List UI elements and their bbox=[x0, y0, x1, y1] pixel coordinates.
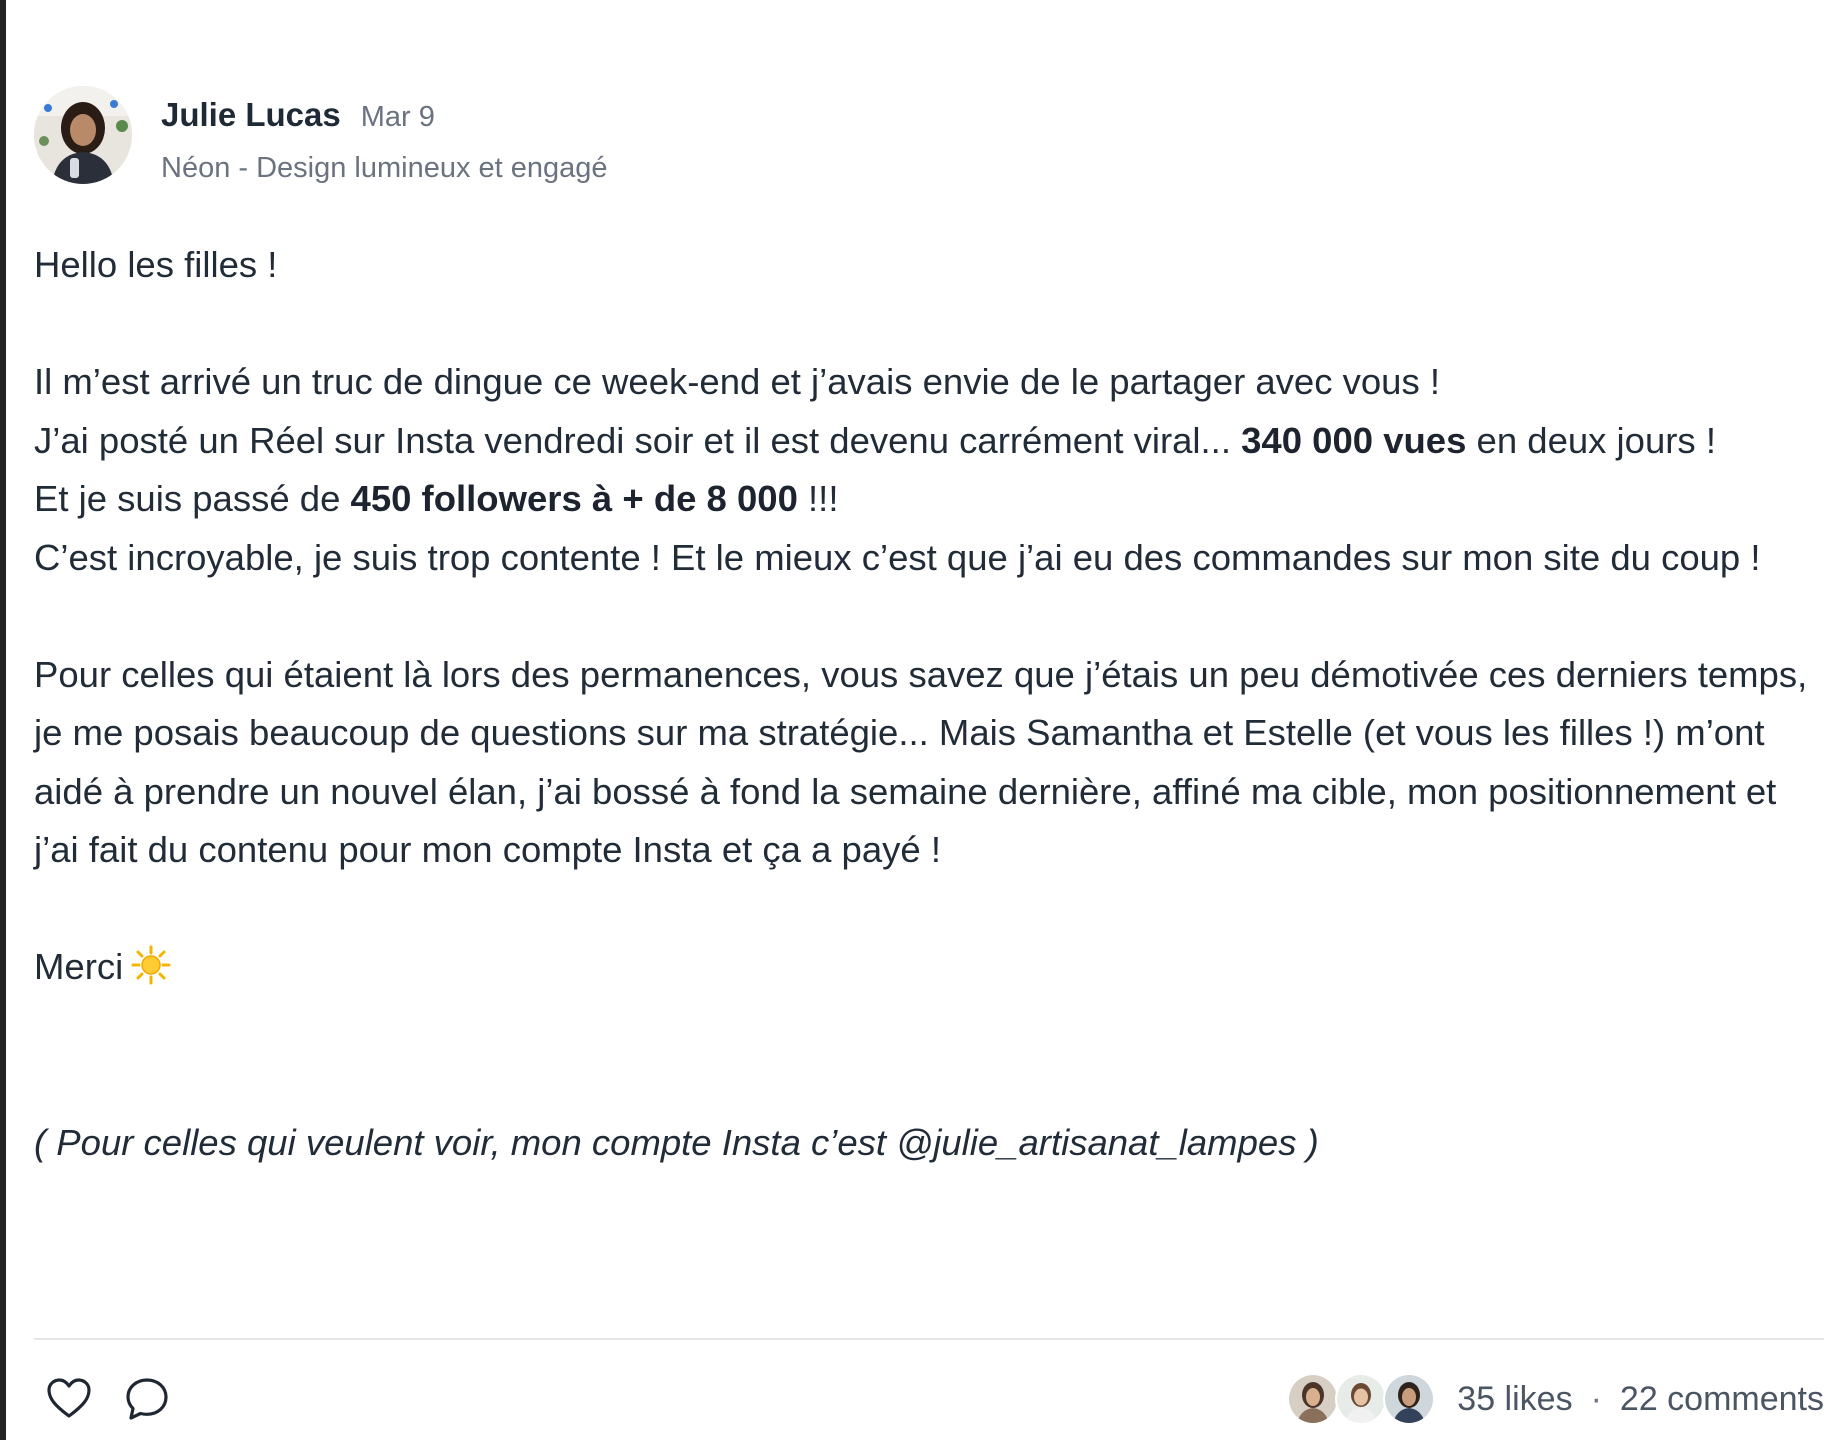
body-line-2 bbox=[34, 412, 1824, 471]
comments-count[interactable]: 22 comments bbox=[1619, 1379, 1824, 1418]
body-line-3-end: !!! bbox=[797, 478, 839, 519]
body-line-1: Il m’est arrivé un truc de dingue ce week-end et j’avais envie de le partager avec vous ! bbox=[34, 361, 1440, 402]
space-name[interactable]: Néon - Design lumineux et engagé bbox=[161, 152, 608, 184]
thanks-text: Merci bbox=[34, 946, 124, 987]
liker-avatar bbox=[1287, 1373, 1339, 1425]
stats-separator: · bbox=[1590, 1379, 1602, 1418]
thanks-line bbox=[34, 938, 1824, 997]
body-line-2-start: J’ai posté un Réel sur Insta vendredi soir et il est devenu carrément viral... bbox=[34, 419, 1242, 461]
post-footer bbox=[34, 1370, 1824, 1430]
body-line-3 bbox=[34, 470, 1824, 529]
author-row bbox=[161, 96, 435, 134]
body-line-2-end: en deux jours ! bbox=[1466, 419, 1716, 461]
body-line-4: C’est incroyable, je suis trop contente ! Et le mieux c’est que j’ai eu des commandes sur mon site du coup ! bbox=[34, 536, 1761, 578]
post-header bbox=[34, 86, 1034, 196]
liker-avatar bbox=[1383, 1373, 1435, 1425]
author-name[interactable]: Julie Lucas bbox=[161, 96, 341, 133]
heart-icon[interactable] bbox=[44, 1374, 94, 1424]
footnote-text: ( Pour celles qui veulent voir, mon compte Insta c’est @julie_artisanat_lampes ) bbox=[34, 1121, 1319, 1163]
body-paragraph-2: Pour celles qui étaient là lors des permanences, vous savez que j’étais un peu démotivée ces derniers temps, je me posais beaucoup de questions sur ma stratégie... Mais Samantha et Estelle (et vous les filles !) m’ont aidé à prendre un nouvel élan, j’ai bossé à fond la semaine dernière, affiné ma cible, mon positionnement et j’ai fait du contenu pour mon compte Insta et ça a payé ! bbox=[34, 653, 1808, 870]
views-highlight: 340 000 vues bbox=[1241, 419, 1467, 461]
greeting-text: Hello les filles ! bbox=[34, 244, 278, 285]
post-date[interactable]: Mar 9 bbox=[360, 101, 435, 133]
liker-avatar bbox=[1335, 1373, 1387, 1425]
comment-bubble-icon[interactable] bbox=[122, 1374, 172, 1424]
sun-icon bbox=[131, 944, 171, 984]
window-left-edge bbox=[0, 0, 6, 1440]
followers-highlight: 450 followers à + de 8 000 bbox=[350, 478, 798, 519]
author-avatar[interactable] bbox=[34, 86, 132, 184]
liker-avatars[interactable] bbox=[1287, 1373, 1435, 1425]
body-line-3-start: Et je suis passé de bbox=[34, 478, 351, 519]
post-stats bbox=[1287, 1370, 1824, 1428]
post-body bbox=[34, 236, 1824, 1172]
likes-count[interactable]: 35 likes bbox=[1457, 1379, 1573, 1418]
post-card bbox=[34, 0, 1824, 1440]
footer-divider bbox=[34, 1338, 1824, 1340]
